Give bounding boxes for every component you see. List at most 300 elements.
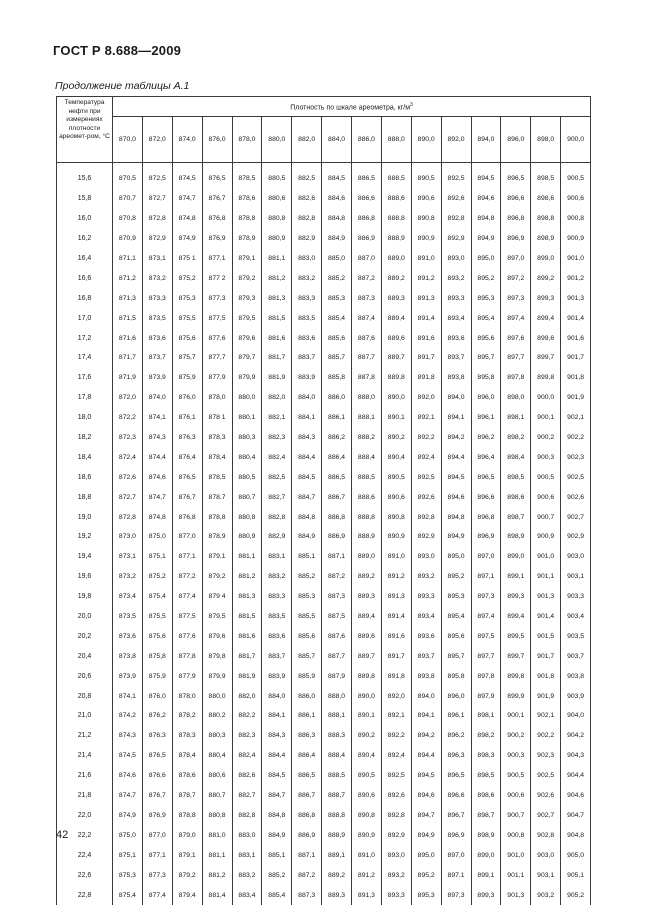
density-cell: 889,2 — [322, 865, 352, 885]
density-cell: 892,9 — [381, 825, 411, 845]
density-cell: 900,8 — [561, 209, 591, 229]
density-cell: 883,3 — [292, 288, 322, 308]
density-cell: 896,6 — [501, 189, 531, 209]
density-cell: 889,8 — [352, 666, 382, 686]
density-cell: 878,0 — [172, 686, 202, 706]
density-cell: 877,0 — [172, 527, 202, 547]
density-cell: 895,2 — [471, 268, 501, 288]
density-cell: 895,7 — [441, 646, 471, 666]
density-cell: 889,3 — [381, 288, 411, 308]
density-cell: 888,9 — [352, 527, 382, 547]
density-cell: 885,2 — [292, 567, 322, 587]
density-cell: 886,0 — [292, 686, 322, 706]
density-cell: 896,3 — [441, 746, 471, 766]
table-row — [57, 626, 591, 646]
density-cell: 894,6 — [441, 487, 471, 507]
density-cell: 899,7 — [531, 348, 561, 368]
density-cell: 888,6 — [381, 189, 411, 209]
density-cell: 883,0 — [292, 249, 322, 269]
density-cell: 874,8 — [172, 209, 202, 229]
density-cell: 897,0 — [441, 845, 471, 865]
density-cell: 873,2 — [142, 268, 172, 288]
density-cell: 878,8 — [232, 209, 262, 229]
density-cell: 889,6 — [352, 626, 382, 646]
density-cell: 878,5 — [202, 467, 232, 487]
density-cell: 895,0 — [411, 845, 441, 865]
density-cell: 898,1 — [471, 706, 501, 726]
density-cell: 897,3 — [471, 587, 501, 607]
density-cell: 887,3 — [352, 288, 382, 308]
density-cell: 891,3 — [381, 587, 411, 607]
density-cell: 891,8 — [411, 368, 441, 388]
density-cell: 873,9 — [142, 368, 172, 388]
density-cell: 883,1 — [232, 845, 262, 865]
density-cell: 873,2 — [113, 567, 143, 587]
density-cell: 884,8 — [262, 806, 292, 826]
temperature-cell: 19,0 — [57, 507, 113, 527]
density-cell: 873,5 — [142, 308, 172, 328]
density-cell: 893,0 — [441, 249, 471, 269]
density-cell: 893,4 — [441, 308, 471, 328]
density-cell: 903,7 — [561, 646, 591, 666]
density-cell: 873,9 — [113, 666, 143, 686]
table-row — [57, 666, 591, 686]
density-cell: 898,6 — [531, 189, 561, 209]
density-cell: 895,7 — [471, 348, 501, 368]
density-cell: 882,9 — [292, 229, 322, 249]
density-cell: 878,3 — [202, 428, 232, 448]
density-cell: 888,7 — [322, 786, 352, 806]
density-cell: 871,7 — [113, 348, 143, 368]
table-row — [57, 567, 591, 587]
density-cell: 892,6 — [441, 189, 471, 209]
table-row — [57, 746, 591, 766]
density-cell: 886,5 — [322, 467, 352, 487]
density-cell: 884,9 — [262, 825, 292, 845]
density-cell: 891,2 — [381, 567, 411, 587]
density-cell: 875,9 — [142, 666, 172, 686]
density-cell: 885,4 — [322, 308, 352, 328]
density-cell: 883,9 — [262, 666, 292, 686]
density-cell: 883,2 — [292, 268, 322, 288]
density-cell: 887,1 — [292, 845, 322, 865]
density-cell: 892,1 — [381, 706, 411, 726]
density-cell: 879,8 — [202, 646, 232, 666]
density-cell: 878,5 — [232, 169, 262, 189]
density-cell: 887,7 — [322, 646, 352, 666]
density-cell: 880,5 — [232, 467, 262, 487]
density-cell: 874,9 — [172, 229, 202, 249]
density-cell: 882,1 — [262, 408, 292, 428]
density-cell: 896,4 — [471, 447, 501, 467]
density-cell: 899,0 — [501, 547, 531, 567]
density-cell: 890,5 — [352, 766, 382, 786]
density-cell: 879,5 — [202, 607, 232, 627]
density-cell: 897,7 — [501, 348, 531, 368]
density-cell: 879,7 — [232, 348, 262, 368]
density-cell: 892,0 — [381, 686, 411, 706]
density-cell: 877,3 — [142, 865, 172, 885]
density-cell: 875,2 — [142, 567, 172, 587]
density-cell: 898,1 — [501, 408, 531, 428]
density-cell: 886,9 — [292, 825, 322, 845]
density-cell: 896,6 — [471, 487, 501, 507]
density-cell: 898,9 — [501, 527, 531, 547]
density-cell: 895,8 — [441, 666, 471, 686]
density-cell: 887,3 — [292, 885, 322, 905]
density-cell: 877,9 — [202, 368, 232, 388]
density-cell: 882,4 — [262, 447, 292, 467]
temperature-cell: 17,4 — [57, 348, 113, 368]
density-cell: 875,4 — [113, 885, 143, 905]
density-cell: 870,5 — [113, 169, 143, 189]
temperature-cell: 22,8 — [57, 885, 113, 905]
density-cell: 886,8 — [352, 209, 382, 229]
density-cell: 890,6 — [381, 487, 411, 507]
density-cell: 874,7 — [172, 189, 202, 209]
density-column-header: 876,0 — [202, 117, 232, 163]
density-cell: 899,6 — [531, 328, 561, 348]
density-cell: 885,3 — [292, 587, 322, 607]
density-cell: 891,0 — [381, 547, 411, 567]
density-cell: 889,3 — [352, 587, 382, 607]
density-cell: 901,3 — [501, 885, 531, 905]
density-cell: 890,8 — [352, 806, 382, 826]
density-cell: 902,6 — [531, 786, 561, 806]
density-cell: 883,2 — [262, 567, 292, 587]
density-cell: 872,5 — [142, 169, 172, 189]
density-cell: 894,6 — [471, 189, 501, 209]
table-row — [57, 507, 591, 527]
density-cell: 893,3 — [411, 587, 441, 607]
density-cell: 897,1 — [441, 865, 471, 885]
density-cell: 877,4 — [142, 885, 172, 905]
density-cell: 878,4 — [202, 447, 232, 467]
density-cell: 882,7 — [232, 786, 262, 806]
density-cell: 892,8 — [411, 507, 441, 527]
table-row — [57, 825, 591, 845]
density-cell: 903,5 — [561, 626, 591, 646]
density-cell: 902,9 — [561, 527, 591, 547]
density-cell: 873,6 — [113, 626, 143, 646]
density-cell: 892,5 — [411, 467, 441, 487]
density-cell: 875,5 — [172, 308, 202, 328]
density-cell: 876,6 — [142, 766, 172, 786]
density-cell: 874,1 — [113, 686, 143, 706]
density-cell: 899,0 — [531, 249, 561, 269]
density-cell: 888,0 — [352, 388, 382, 408]
density-cell: 887,4 — [352, 308, 382, 328]
density-cell: 896,5 — [441, 766, 471, 786]
density-cell: 873,5 — [113, 607, 143, 627]
density-cell: 901,6 — [561, 328, 591, 348]
density-cell: 882,7 — [262, 487, 292, 507]
density-cell: 876,5 — [142, 746, 172, 766]
density-cell: 882,4 — [232, 746, 262, 766]
density-cell: 893,7 — [441, 348, 471, 368]
density-cell: 885,4 — [262, 885, 292, 905]
density-cell: 895,8 — [471, 368, 501, 388]
density-cell: 896,2 — [441, 726, 471, 746]
density-cell: 903,1 — [531, 865, 561, 885]
temperature-cell: 18,2 — [57, 428, 113, 448]
density-cell: 897,1 — [471, 567, 501, 587]
density-cell: 891,3 — [352, 885, 382, 905]
density-cell: 899,7 — [501, 646, 531, 666]
density-cell: 891,4 — [411, 308, 441, 328]
density-cell: 876,5 — [172, 467, 202, 487]
density-cell: 891,4 — [381, 607, 411, 627]
density-cell: 879,2 — [202, 567, 232, 587]
density-cell: 887,6 — [322, 626, 352, 646]
density-cell: 890,2 — [381, 428, 411, 448]
density-cell: 894,6 — [411, 786, 441, 806]
density-cell: 877,1 — [172, 547, 202, 567]
density-cell: 896,9 — [471, 527, 501, 547]
density-cell: 892,0 — [411, 388, 441, 408]
density-cell: 888,8 — [322, 806, 352, 826]
density-cell: 880,0 — [202, 686, 232, 706]
density-cell: 896,9 — [501, 229, 531, 249]
table-row — [57, 607, 591, 627]
temperature-cell: 16,0 — [57, 209, 113, 229]
density-cell: 904,8 — [561, 825, 591, 845]
density-cell: 905,0 — [561, 845, 591, 865]
density-cell: 899,9 — [501, 686, 531, 706]
density-cell: 876,8 — [172, 507, 202, 527]
density-cell: 897,3 — [501, 288, 531, 308]
density-cell: 900,2 — [531, 428, 561, 448]
density-cell: 901,1 — [531, 567, 561, 587]
density-cell: 880,4 — [202, 746, 232, 766]
density-header-superscript: 3 — [410, 101, 413, 108]
density-cell: 876,1 — [172, 408, 202, 428]
density-cell: 888,4 — [322, 746, 352, 766]
density-cell: 887,2 — [292, 865, 322, 885]
temperature-cell: 21,8 — [57, 786, 113, 806]
temperature-cell: 17,0 — [57, 308, 113, 328]
density-cell: 884,0 — [262, 686, 292, 706]
density-cell: 887,3 — [322, 587, 352, 607]
density-cell: 904,4 — [561, 766, 591, 786]
table-row — [57, 408, 591, 428]
density-cell: 885,8 — [322, 368, 352, 388]
density-cell: 900,7 — [531, 507, 561, 527]
density-cell: 902,7 — [561, 507, 591, 527]
density-cell: 888,0 — [322, 686, 352, 706]
density-cell: 903,3 — [561, 587, 591, 607]
density-cell: 877,6 — [172, 626, 202, 646]
temperature-column-header: Температура нефти при измерениях плотности ареомет-ром, °С — [57, 97, 113, 163]
temperature-cell: 21,4 — [57, 746, 113, 766]
density-cell: 880,0 — [232, 388, 262, 408]
density-cell: 888,9 — [381, 229, 411, 249]
density-cell: 885,9 — [292, 666, 322, 686]
density-column-header: 898,0 — [531, 117, 561, 163]
temperature-cell: 16,8 — [57, 288, 113, 308]
density-cell: 894,9 — [441, 527, 471, 547]
density-cell: 891,0 — [411, 249, 441, 269]
table-row — [57, 328, 591, 348]
density-cell: 901,0 — [561, 249, 591, 269]
density-cell: 894,1 — [441, 408, 471, 428]
table-row — [57, 229, 591, 249]
density-cell: 900,3 — [501, 746, 531, 766]
density-cell: 903,4 — [561, 607, 591, 627]
density-cell: 888,4 — [352, 447, 382, 467]
density-column-header: 870,0 — [113, 117, 143, 163]
density-cell: 881,5 — [262, 308, 292, 328]
density-cell: 898,7 — [501, 507, 531, 527]
density-cell: 876,0 — [172, 388, 202, 408]
density-cell: 884,7 — [292, 487, 322, 507]
density-cell: 894,4 — [411, 746, 441, 766]
density-cell: 896,0 — [471, 388, 501, 408]
density-cell: 879,1 — [232, 249, 262, 269]
density-cell: 901,4 — [531, 607, 561, 627]
density-column-header: 872,0 — [142, 117, 172, 163]
table-row — [57, 865, 591, 885]
density-cell: 882,0 — [262, 388, 292, 408]
density-cell: 885,1 — [292, 547, 322, 567]
density-cell: 882,3 — [232, 726, 262, 746]
density-cell: 894,7 — [411, 806, 441, 826]
density-cell: 893,7 — [411, 646, 441, 666]
density-cell: 876,9 — [202, 229, 232, 249]
density-cell: 884,5 — [292, 467, 322, 487]
density-cell: 884,3 — [262, 726, 292, 746]
density-cell: 901,9 — [561, 388, 591, 408]
density-cell: 889,4 — [381, 308, 411, 328]
density-cell: 881,1 — [262, 249, 292, 269]
density-cell: 871,5 — [113, 308, 143, 328]
density-cell: 890,5 — [411, 169, 441, 189]
density-cell: 878,2 — [172, 706, 202, 726]
density-cell: 898,2 — [501, 428, 531, 448]
density-cell: 903,1 — [561, 567, 591, 587]
density-cell: 891,7 — [411, 348, 441, 368]
density-cell: 883,1 — [262, 547, 292, 567]
density-cell: 886,4 — [322, 447, 352, 467]
density-cell: 895,6 — [471, 328, 501, 348]
temperature-cell: 19,2 — [57, 527, 113, 547]
density-cell: 885,2 — [262, 865, 292, 885]
density-cell: 888,8 — [352, 507, 382, 527]
density-column-group-header — [113, 97, 591, 117]
density-cell: 880,8 — [202, 806, 232, 826]
density-cell: 901,4 — [561, 308, 591, 328]
density-cell: 890,4 — [352, 746, 382, 766]
density-cell: 884,7 — [262, 786, 292, 806]
temperature-cell: 20,2 — [57, 626, 113, 646]
density-cell: 893,6 — [411, 626, 441, 646]
density-cell: 902,3 — [561, 447, 591, 467]
density-cell: 874,3 — [142, 428, 172, 448]
density-cell: 872,9 — [142, 229, 172, 249]
density-cell: 878,9 — [232, 229, 262, 249]
table-row — [57, 885, 591, 905]
density-cell: 899,3 — [471, 885, 501, 905]
density-cell: 874,1 — [142, 408, 172, 428]
density-cell: 873,4 — [113, 587, 143, 607]
density-cell: 894,5 — [441, 467, 471, 487]
density-cell: 892,6 — [381, 786, 411, 806]
density-column-header: 900,0 — [561, 117, 591, 163]
density-cell: 876,3 — [172, 428, 202, 448]
density-cell: 880,9 — [262, 229, 292, 249]
density-cell: 880,3 — [202, 726, 232, 746]
table-row — [57, 447, 591, 467]
density-cell: 881,1 — [232, 547, 262, 567]
density-cell: 899,3 — [501, 587, 531, 607]
density-cell: 899,1 — [471, 865, 501, 885]
density-cell: 880,6 — [262, 189, 292, 209]
density-cell: 889,3 — [322, 885, 352, 905]
density-cell: 886,9 — [322, 527, 352, 547]
density-cell: 896,8 — [471, 507, 501, 527]
density-cell: 902,5 — [531, 766, 561, 786]
density-cell: 873,0 — [113, 527, 143, 547]
density-cell: 882,6 — [232, 766, 262, 786]
density-cell: 883,4 — [232, 885, 262, 905]
density-cell: 895,3 — [441, 587, 471, 607]
density-cell: 881,3 — [262, 288, 292, 308]
temperature-cell: 16,4 — [57, 249, 113, 269]
table-row — [57, 209, 591, 229]
table-row — [57, 646, 591, 666]
table-row — [57, 268, 591, 288]
density-cell: 875,1 — [113, 845, 143, 865]
density-cell: 884,8 — [292, 507, 322, 527]
density-cell: 886,4 — [292, 746, 322, 766]
density-cell: 872,7 — [113, 487, 143, 507]
density-cell: 877 2 — [202, 268, 232, 288]
density-cell: 891,2 — [352, 865, 382, 885]
density-cell: 876,7 — [142, 786, 172, 806]
density-cell: 881,2 — [262, 268, 292, 288]
density-cell: 890,6 — [352, 786, 382, 806]
density-cell: 894,9 — [411, 825, 441, 845]
density-cell: 887,2 — [322, 567, 352, 587]
density-cell: 874,5 — [113, 746, 143, 766]
density-cell: 891,3 — [411, 288, 441, 308]
density-cell: 892,9 — [411, 527, 441, 547]
density-cell: 889,1 — [322, 845, 352, 865]
density-cell: 871,6 — [113, 328, 143, 348]
density-cell: 879,5 — [232, 308, 262, 328]
table-row — [57, 786, 591, 806]
density-cell: 876,9 — [142, 806, 172, 826]
temperature-cell: 18,4 — [57, 447, 113, 467]
density-cell: 894,1 — [411, 706, 441, 726]
density-cell: 876,7 — [172, 487, 202, 507]
table-row — [57, 249, 591, 269]
density-cell: 875,0 — [142, 527, 172, 547]
density-cell: 885,1 — [262, 845, 292, 865]
density-cell: 901,7 — [561, 348, 591, 368]
density-cell: 887,7 — [352, 348, 382, 368]
density-cell: 894,4 — [441, 447, 471, 467]
density-cell: 875,3 — [113, 865, 143, 885]
density-cell: 879,0 — [172, 825, 202, 845]
density-column-header: 896,0 — [501, 117, 531, 163]
density-cell: 886,9 — [352, 229, 382, 249]
density-cell: 883,0 — [232, 825, 262, 845]
density-cell: 881,2 — [232, 567, 262, 587]
density-cell: 878,7 — [172, 786, 202, 806]
density-cell: 881,9 — [232, 666, 262, 686]
density-cell: 888,8 — [381, 209, 411, 229]
